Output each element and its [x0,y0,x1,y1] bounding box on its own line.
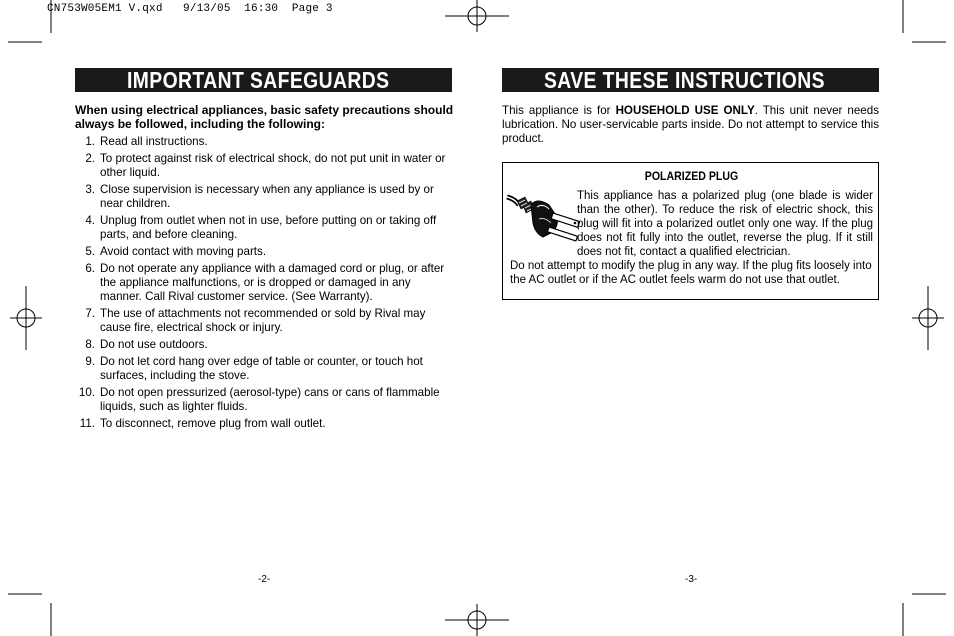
list-item-number: 3. [85,183,95,196]
list-item-text: Do not operate any appliance with a damaged cord or plug, or after the appliance malfunctions, or is dropped or damaged in any manner. Call Rival customer service. (See Warranty). [100,262,445,303]
list-item-text: To disconnect, remove plug from wall outlet. [100,417,326,430]
save-instructions-banner [502,68,879,92]
intro-text: This appliance is for [502,104,616,117]
list-item [75,135,455,149]
list-item [75,355,455,383]
safeguards-list [75,135,455,434]
list-item-text: Do not use outdoors. [100,338,208,351]
list-item-number: 4. [85,214,95,227]
list-item-number: 8. [85,338,95,351]
file-slug: CN753W05EM1 V.qxd 9/13/05 16:30 Page 3 [47,3,333,15]
list-item-text: Close supervision is necessary when any appliance is used by or near children. [100,183,434,210]
list-item [75,152,455,180]
polarized-plug-icon [505,189,587,247]
list-item-text: To protect against risk of electrical shock, do not put unit in water or other liquid. [100,152,446,179]
list-item-number: 9. [85,355,95,368]
list-item-number: 7. [85,307,95,320]
list-item-number: 10. [78,386,95,399]
list-item-number: 1. [85,135,95,148]
household-use-paragraph [502,104,879,146]
plug-description: This appliance has a polarized plug (one blade is wider than the other). To reduce the risk of electric shock, this plug will fit into a polarized outlet only one way. If the plug does not fit fully into the outlet, reverse the plug. If it still does not fit, contact a qualified electrician. [577,190,873,258]
list-item-text: Unplug from outlet when not in use, before putting on or taking off parts, and before cleaning. [100,214,437,241]
list-item-number: 2. [85,152,95,165]
list-item [75,307,455,335]
page-number: -3- [685,574,698,585]
important-safeguards-banner [75,68,452,92]
list-item [75,214,455,242]
plug-warning: Do not attempt to modify the plug in any way. If the plug fits loosely into the AC outlet or if the AC outlet feels warm do not use that outlet. [510,260,872,286]
safeguards-intro: When using electrical appliances, basic safety precautions should always be followed, including the following: [75,103,454,131]
household-use-emphasis: HOUSEHOLD USE ONLY [615,104,755,117]
list-item-text: The use of attachments not recommended or sold by Rival may cause fire, electrical shock or injury. [100,307,426,334]
list-item-number: 5. [85,245,95,258]
list-item [75,245,455,259]
page-number: -2- [258,574,271,585]
list-item [75,417,455,431]
list-item-text: Do not let cord hang over edge of table or counter, or touch hot surfaces, including the stove. [100,355,423,382]
intro-text: . This unit never needs lubrication. No user-servicable parts inside. Do not attempt to service this product. [502,104,879,145]
list-item [75,338,455,352]
list-item-text: Avoid contact with moving parts. [100,245,267,258]
list-item-number: 11. [79,417,95,430]
list-item [75,386,455,414]
polarized-plug-box [502,162,879,300]
list-item-text: Do not open pressurized (aerosol-type) cans or cans of flammable liquids, such as lighter fluids. [100,386,440,413]
list-item-number: 6. [85,262,95,275]
box-title: POLARIZED PLUG [644,171,739,183]
page-title: SAVE THESE INSTRUCTIONS [544,67,825,93]
list-item [75,183,455,211]
list-item [75,262,455,304]
page-title: IMPORTANT SAFEGUARDS [127,67,390,93]
list-item-text: Read all instructions. [100,135,208,148]
